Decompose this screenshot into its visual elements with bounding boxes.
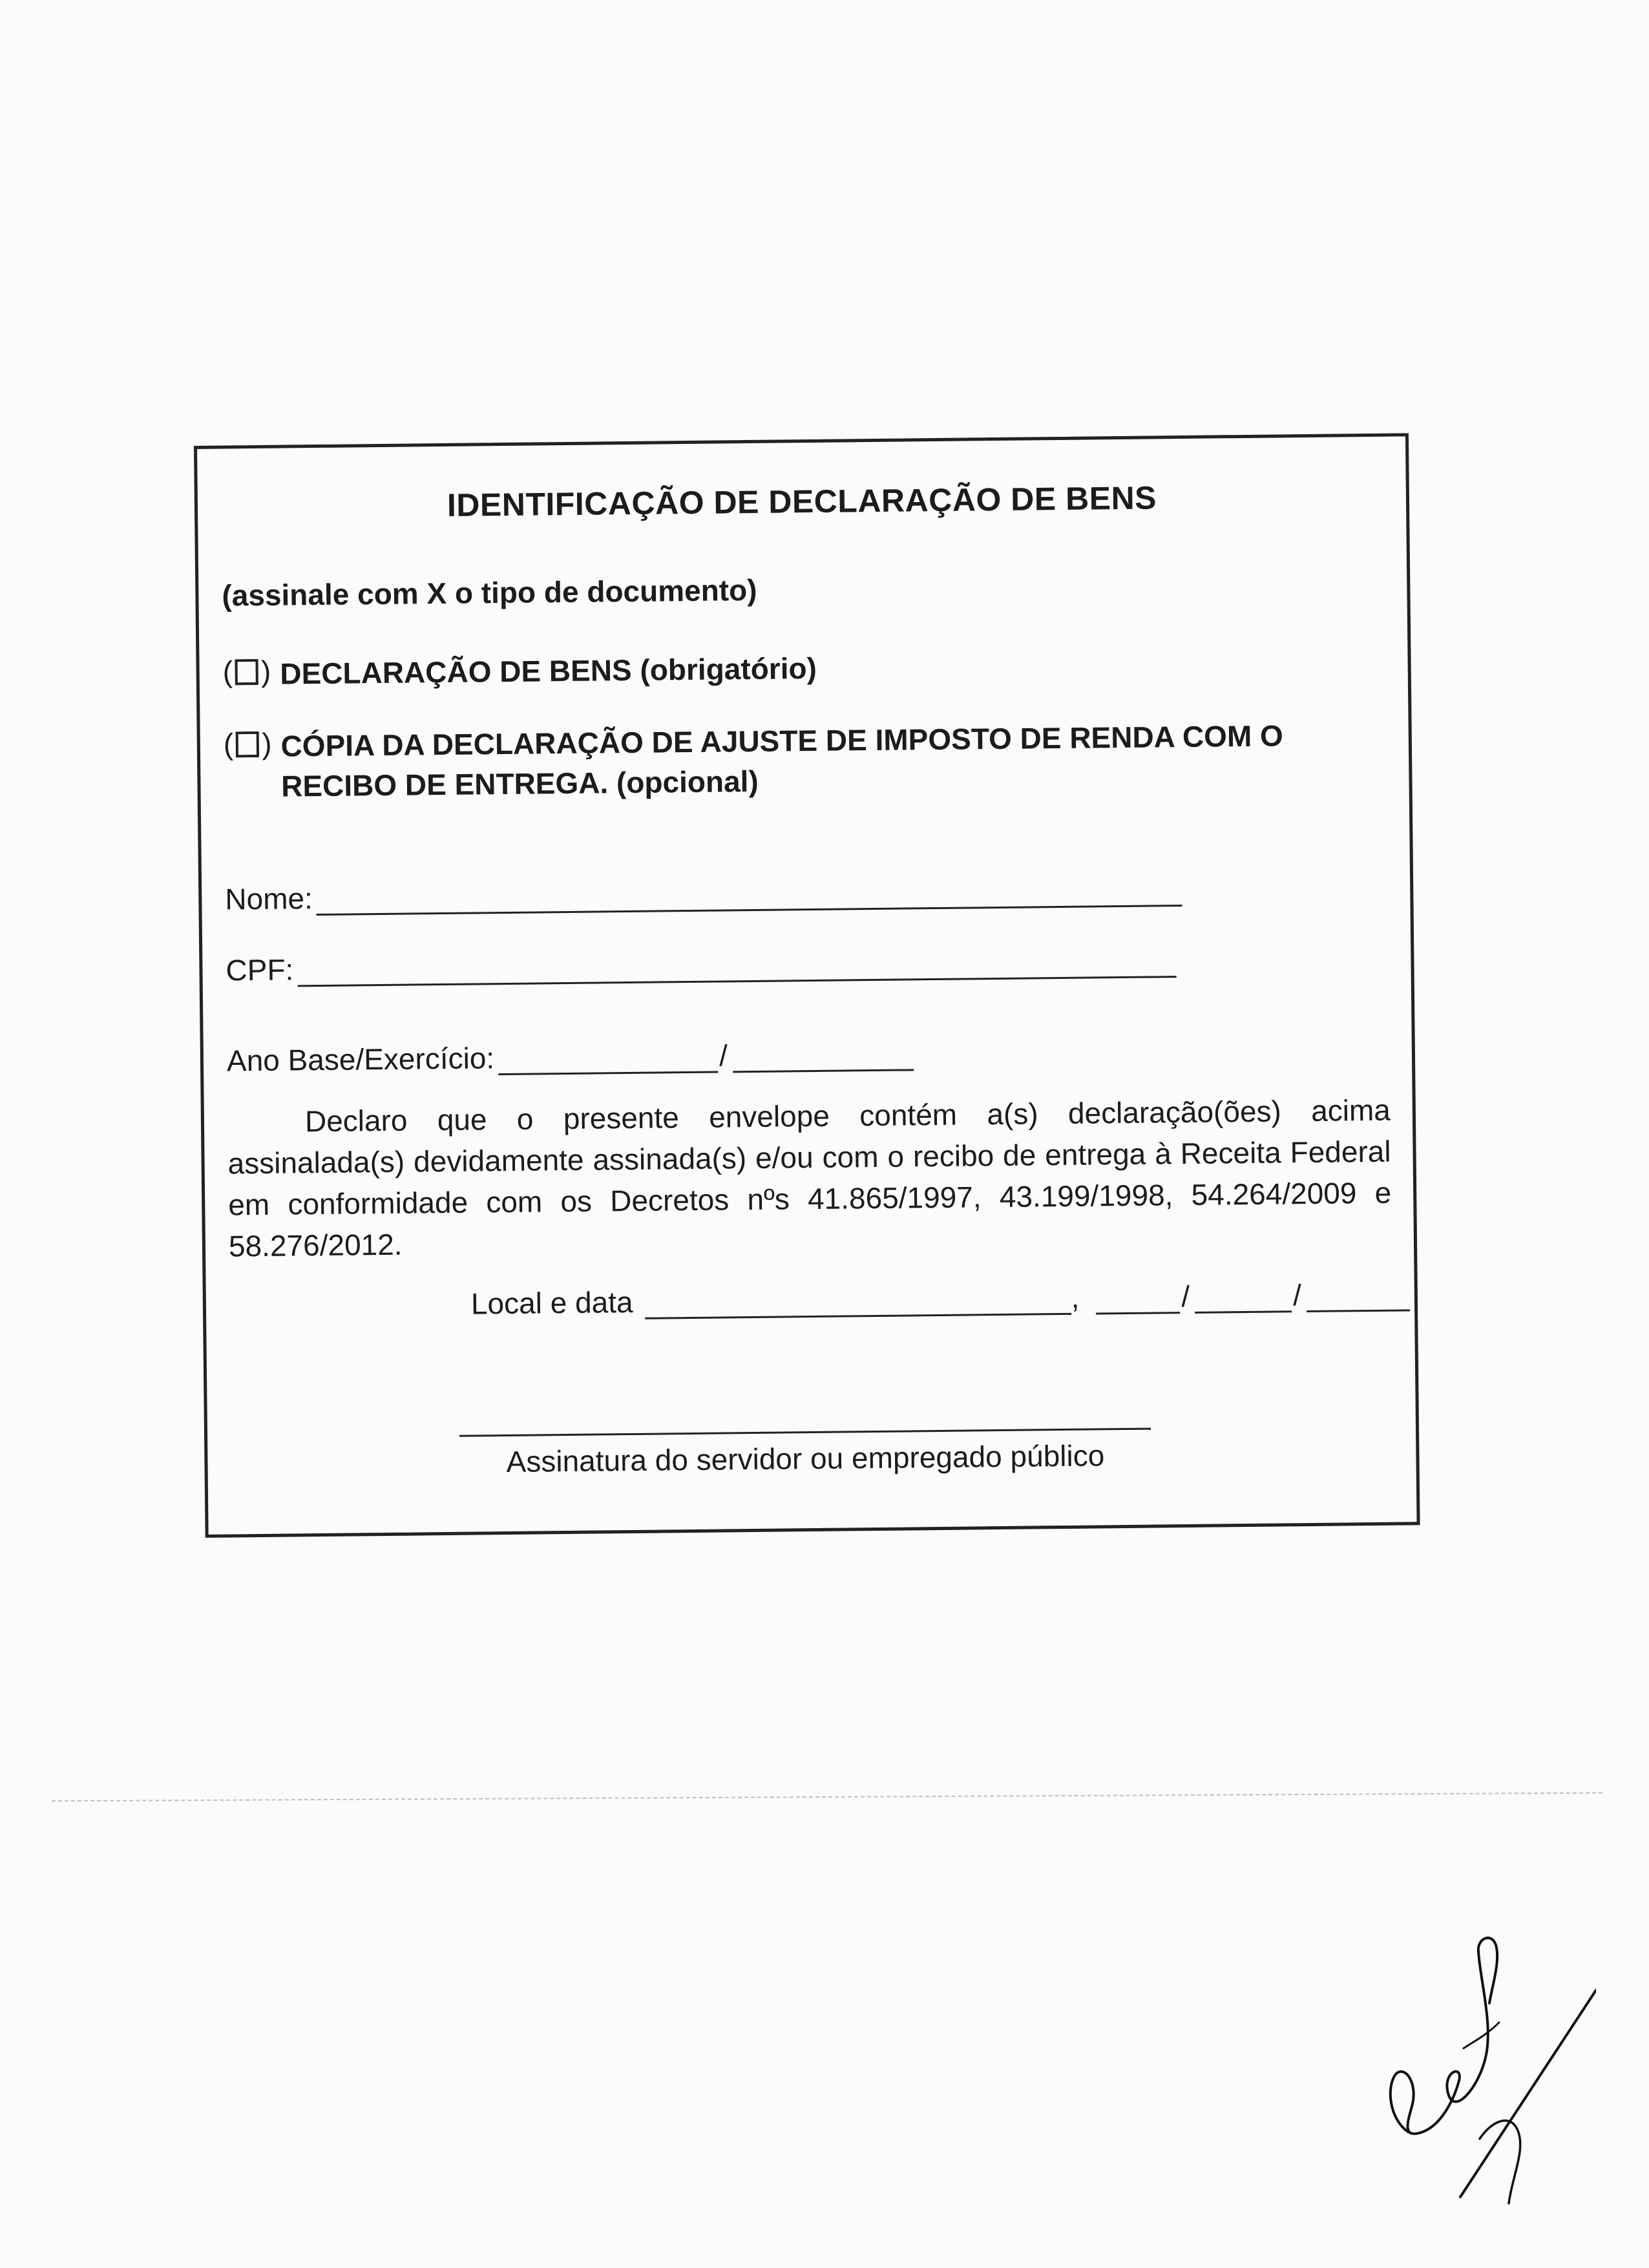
year-field[interactable] [1307, 1281, 1410, 1312]
cpf-label: CPF: [226, 952, 294, 987]
declaracao-bens-label: DECLARAÇÃO DE BENS (obrigatório) [280, 651, 817, 691]
exercicio-field[interactable] [733, 1040, 914, 1073]
declaracao-bens-checkbox[interactable] [235, 659, 258, 685]
local-data-label: Local e data [470, 1285, 633, 1321]
declaration-form-box [194, 433, 1420, 1538]
form-instruction: (assinale com X o tipo de documento) [222, 572, 757, 613]
local-field[interactable] [644, 1285, 1071, 1319]
date-separator-1: / [1181, 1279, 1190, 1314]
copia-declaracao-label-line1: CÓPIA DA DECLARAÇÃO DE AJUSTE DE IMPOSTO DE RENDA COM O [280, 719, 1284, 763]
option-paren-open: ( [222, 655, 233, 689]
copia-declaracao-label-line2: RECIBO DE ENTREGA. (opcional) [280, 764, 759, 803]
option-paren-open: ( [223, 727, 234, 761]
ano-base-field[interactable] [498, 1043, 718, 1076]
copia-declaracao-checkbox[interactable] [236, 731, 259, 757]
ano-base-row [227, 1036, 914, 1078]
option-paren-close: ) [260, 654, 271, 688]
ano-separator: / [719, 1038, 728, 1073]
month-field[interactable] [1195, 1282, 1292, 1314]
copia-declaracao-label [280, 715, 1380, 806]
cpf-row [226, 943, 1176, 987]
day-field[interactable] [1096, 1283, 1180, 1314]
nome-label: Nome: [225, 881, 313, 916]
declaration-text: Declaro que o presente envelope contém a(s) declaração(ões) acima assinalada(s) devidamente assinada(s) e/ou com o recibo de entrega à Receita Federal em conformidade com os Decretos nºs 41.865/1997, 43.199/1998, 54.264/2009 e 58.276/2012. [227, 1093, 1392, 1263]
option-copia-declaracao [224, 715, 1380, 807]
local-data-row [471, 1276, 1410, 1321]
signature-line[interactable] [459, 1428, 1151, 1437]
form-title: IDENTIFICAÇÃO DE DECLARAÇÃO DE BENS [446, 479, 1157, 523]
fold-line-divider [52, 1792, 1602, 1802]
local-comma: , [1071, 1280, 1080, 1314]
option-declaracao-bens [222, 648, 817, 695]
cpf-field[interactable] [297, 947, 1176, 987]
signature-caption: Assinatura do servidor ou empregado público [506, 1438, 1105, 1479]
handwritten-signature-icon [1383, 1926, 1596, 2210]
option-paren-close: ) [261, 726, 272, 761]
ano-base-label: Ano Base/Exercício: [226, 1041, 495, 1078]
nome-row [225, 872, 1182, 917]
nome-field[interactable] [317, 876, 1182, 916]
date-separator-2: / [1292, 1278, 1302, 1312]
